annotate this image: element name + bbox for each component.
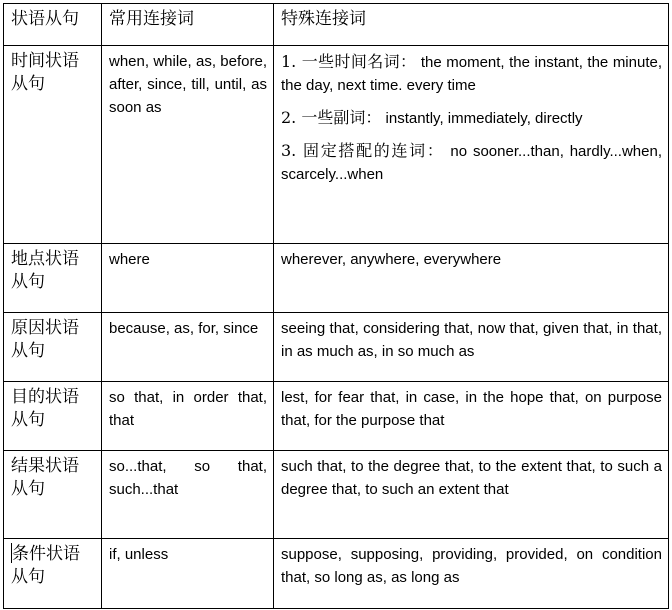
common-conjunctions-cell: so...that, so that, such...that [102,451,274,539]
special-conjunctions-cell: lest, for fear that, in case, in the hope that, on purpose that, for the purpose that [274,382,669,451]
special-conjunctions-cell: seeing that, considering that, now that, given that, in that, in as much as, in so much as [274,313,669,382]
clause-type-cell: 原因状语从句 [4,313,102,382]
table-row [4,244,669,313]
group-label: 1. 一些时间名词： [281,52,417,71]
clause-type-cell: 结果状语从句 [4,451,102,539]
header-special-conjunctions: 特殊连接词 [274,4,669,46]
clause-type-cell: 时间状语从句 [4,46,102,244]
clause-type-cell: 目的状语从句 [4,382,102,451]
group-label: 2. 一些副词： [281,108,382,127]
header-common-conjunctions: 常用连接词 [102,4,274,46]
special-conjunctions-cell: wherever, anywhere, everywhere [274,244,669,313]
special-conjunctions-cell: suppose, supposing, providing, provided, on condition that, so long as, as long as [274,539,669,609]
header-clause-type: 状语从句 [4,4,102,46]
special-group [281,50,662,97]
special-conjunctions-cell [274,46,669,244]
special-conjunctions-cell: such that, to the degree that, to the extent that, to such a degree that, to such an extent that [274,451,669,539]
table-row [4,451,669,539]
table-row [4,382,669,451]
clause-type-cell: 地点状语从句 [4,244,102,313]
special-group [281,106,662,130]
common-conjunctions-cell: if, unless [102,539,274,609]
table-row [4,46,669,244]
adverbial-clause-table [3,3,669,609]
table-row [4,539,669,609]
group-text: instantly, immediately, directly [385,110,583,127]
common-conjunctions-cell: where [102,244,274,313]
header-row [4,4,669,46]
group-label: 3. 固定搭配的连词： [281,141,445,160]
common-conjunctions-cell: when, while, as, before, after, since, till, until, as soon as [102,46,274,244]
special-group [281,139,662,186]
common-conjunctions-cell: because, as, for, since [102,313,274,382]
clause-type-cell[interactable] [4,539,102,609]
clause-type-label: 条件状语从句 [11,544,80,587]
group-text: the moment, the instant, the minute, the day, next time. every time [281,54,663,94]
group-text: no sooner...than, hardly...when, scarcely...when [281,143,662,183]
table-row [4,313,669,382]
common-conjunctions-cell: so that, in order that, that [102,382,274,451]
